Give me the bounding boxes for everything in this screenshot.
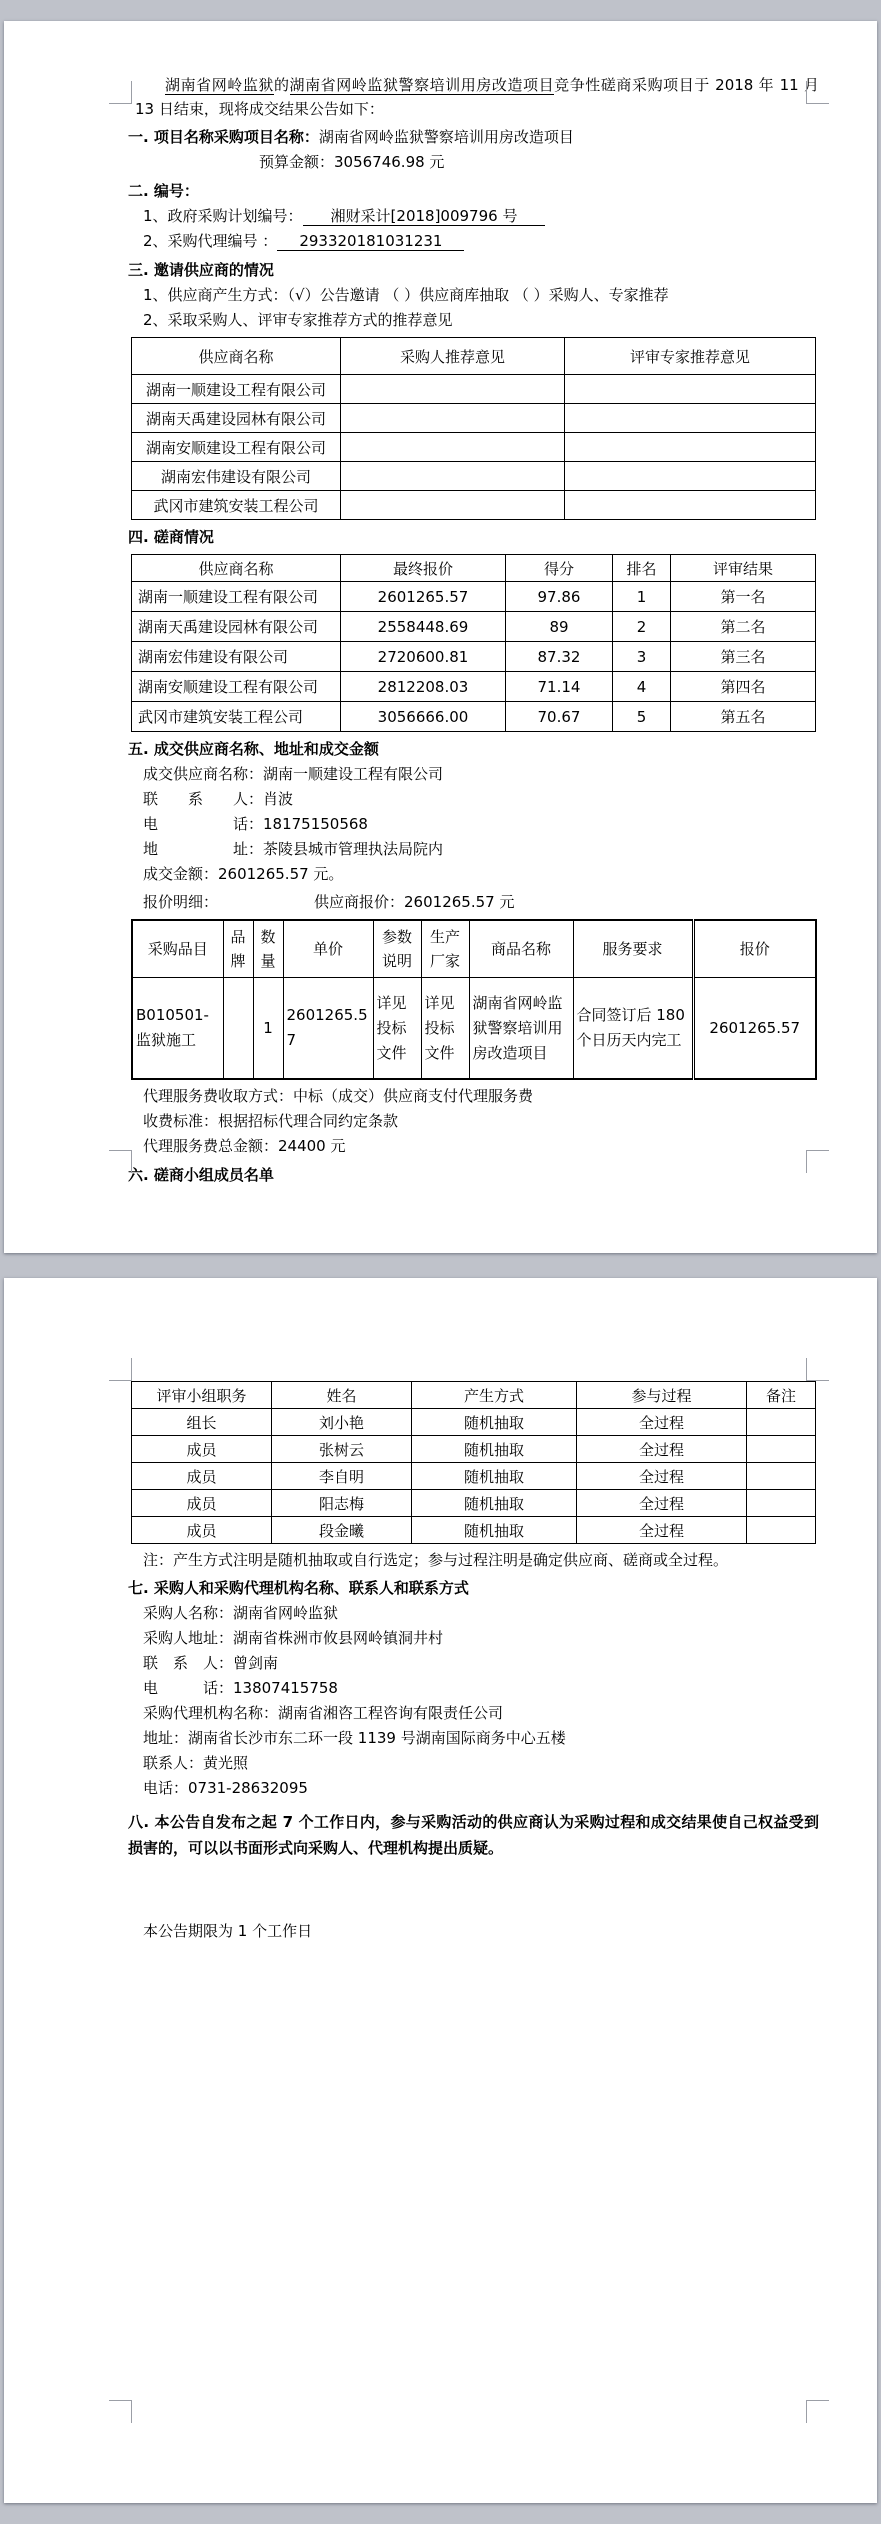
table-row <box>132 1463 816 1490</box>
table-row <box>132 462 816 491</box>
table-row <box>132 491 816 520</box>
table-row <box>132 612 816 642</box>
section-8-paragraph: 八. 本公告自发布之起 7 个工作日内，参与采购活动的供应商认为采购过程和成交结果使自己权益受到损害的，可以以书面形式向采购人、代理机构提出质疑。 <box>128 1813 819 1857</box>
panel-note-line: 注：产生方式注明是随机抽取或自行选定；参与过程注明是确定供应商、磋商或全过程。 <box>143 1551 729 1569</box>
table-cell: 2558448.69 <box>341 612 506 642</box>
column-header: 服务要求 <box>573 920 693 978</box>
table-cell: 随机抽取 <box>412 1409 577 1436</box>
agency-phone-line: 电话：0731-28632095 <box>143 1779 308 1797</box>
fee-standard-line: 收费标准：根据招标代理合同约定条款 <box>143 1112 399 1130</box>
column-header: 姓名 <box>272 1382 412 1409</box>
section-1-label: 一. 项目名称采购项目名称： <box>128 128 319 146</box>
table-cell: 湖南省网岭监狱警察培训用房改造项目 <box>469 978 573 1080</box>
table-cell: 张树云 <box>272 1436 412 1463</box>
table-row <box>132 582 816 612</box>
column-header: 备注 <box>747 1382 816 1409</box>
table-cell: 全过程 <box>577 1463 747 1490</box>
table-cell: 武冈市建筑安装工程公司 <box>132 702 341 732</box>
purchaser-name-line: 采购人名称：湖南省网岭监狱 <box>143 1604 339 1622</box>
column-header: 供应商名称 <box>132 338 341 375</box>
negotiation-result-table <box>131 554 816 732</box>
margin-mark-bottom-left <box>109 1150 132 1173</box>
contact-person-line: 联 系 人：肖波 <box>143 790 294 808</box>
page-2-content <box>4 1278 877 1943</box>
table-cell: 2812208.03 <box>341 672 506 702</box>
purchaser-phone-line: 电 话：13807415758 <box>143 1679 338 1697</box>
document-page-1 <box>4 21 877 1253</box>
table-header-row <box>132 338 816 375</box>
project-name-underlined: 湖南省网岭监狱警察培训用房改造项目 <box>289 76 555 94</box>
table-cell: 全过程 <box>577 1436 747 1463</box>
table-row <box>132 433 816 462</box>
column-header: 参数说明 <box>373 920 421 978</box>
column-header: 评审小组职务 <box>132 1382 272 1409</box>
table-cell: 3056666.00 <box>341 702 506 732</box>
table-cell: 第四名 <box>671 672 816 702</box>
table-cell: 段金曦 <box>272 1517 412 1544</box>
table-cell: 湖南宏伟建设有限公司 <box>132 642 341 672</box>
table-cell <box>747 1517 816 1544</box>
agency-number-line <box>143 229 819 254</box>
agency-number-label: 2、采购代理编号 ： <box>143 232 278 250</box>
plan-number-line <box>143 204 819 229</box>
column-header: 评审专家推荐意见 <box>565 338 816 375</box>
table-cell: 71.14 <box>506 672 613 702</box>
table-row <box>132 1409 816 1436</box>
table-cell: 全过程 <box>577 1517 747 1544</box>
plan-number-value: 湘财采计[2018]009796 号 <box>303 207 546 226</box>
agency-contact-line: 联系人：黄光照 <box>143 1754 249 1772</box>
table-row <box>132 1436 816 1463</box>
intro-paragraph <box>135 73 819 121</box>
table-cell <box>565 462 816 491</box>
table-cell: 随机抽取 <box>412 1463 577 1490</box>
column-header: 评审结果 <box>671 555 816 582</box>
margin-mark-bottom-right <box>806 1150 829 1173</box>
table-cell: 5 <box>613 702 671 732</box>
table-cell <box>747 1490 816 1517</box>
table-row <box>132 642 816 672</box>
table-cell: 李自明 <box>272 1463 412 1490</box>
table-cell: 武冈市建筑安装工程公司 <box>132 491 341 520</box>
supplier-source-line: 1、供应商产生方式：（√）公告邀请 （ ）供应商库抽取 （ ）采购人、专家推荐 <box>143 286 669 304</box>
table-cell <box>747 1409 816 1436</box>
agency-fee-method-line: 代理服务费收取方式：中标（成交）供应商支付代理服务费 <box>143 1087 534 1105</box>
column-header: 商品名称 <box>469 920 573 978</box>
review-panel-table <box>131 1381 816 1544</box>
table-cell: 2 <box>613 612 671 642</box>
agency-name-line: 采购代理机构名称：湖南省湘咨工程咨询有限责任公司 <box>143 1704 504 1722</box>
column-header: 采购人推荐意见 <box>341 338 565 375</box>
table-cell <box>565 404 816 433</box>
document-page-2 <box>4 1278 877 2503</box>
table-row <box>132 404 816 433</box>
table-row <box>132 702 816 732</box>
table-cell: 87.32 <box>506 642 613 672</box>
agency-number-value: 293320181031231 <box>277 232 464 251</box>
table-cell: 随机抽取 <box>412 1517 577 1544</box>
table-row <box>132 978 816 1080</box>
table-cell: 第二名 <box>671 612 816 642</box>
table-cell: 阳志梅 <box>272 1490 412 1517</box>
table-cell: 89 <box>506 612 613 642</box>
page-1-content <box>4 73 877 1188</box>
table-cell <box>747 1436 816 1463</box>
column-header: 生产厂家 <box>421 920 469 978</box>
margin-mark-bottom-right <box>806 2400 829 2423</box>
table-cell: 70.67 <box>506 702 613 732</box>
intro-rest: 竞争性磋商采购项目于 2018 年 11 月 13 日结束，现将成交结果公告如下： <box>135 76 819 118</box>
column-header: 产生方式 <box>412 1382 577 1409</box>
table-cell: 2601265.57 <box>283 978 373 1080</box>
budget-line: 预算金额：3056746.98 元 <box>259 153 445 171</box>
column-header: 参与过程 <box>577 1382 747 1409</box>
table-cell <box>565 433 816 462</box>
table-cell: 4 <box>613 672 671 702</box>
table-cell: 第三名 <box>671 642 816 672</box>
section-2-heading: 二. 编号： <box>128 182 199 200</box>
margin-mark-top-right <box>806 1358 829 1381</box>
table-cell: 1 <box>253 978 283 1080</box>
table-cell: 2601265.57 <box>693 978 816 1080</box>
table-cell: 2720600.81 <box>341 642 506 672</box>
table-cell <box>341 404 565 433</box>
supplier-recommendation-table <box>131 337 816 520</box>
column-header: 最终报价 <box>341 555 506 582</box>
supplier-quote-value: 供应商报价：2601265.57 元 <box>314 893 515 911</box>
table-header-row <box>132 920 816 978</box>
table-cell: 湖南天禹建设园林有限公司 <box>132 612 341 642</box>
table-cell: 湖南安顺建设工程有限公司 <box>132 433 341 462</box>
contact-phone-line: 电 话：18175150568 <box>143 815 368 833</box>
table-cell: 成员 <box>132 1436 272 1463</box>
table-cell: 湖南一顺建设工程有限公司 <box>132 375 341 404</box>
table-cell: 湖南安顺建设工程有限公司 <box>132 672 341 702</box>
deal-amount-line: 成交金额：2601265.57 元。 <box>143 865 344 883</box>
recommendation-line: 2、采取采购人、评审专家推荐方式的推荐意见 <box>143 311 453 329</box>
table-cell <box>565 375 816 404</box>
column-header: 单价 <box>283 920 373 978</box>
table-cell: 1 <box>613 582 671 612</box>
table-cell: 2601265.57 <box>341 582 506 612</box>
intro-connector: 的 <box>273 76 290 94</box>
table-cell: 详见投标文件 <box>373 978 421 1080</box>
table-header-row <box>132 1382 816 1409</box>
table-cell: 湖南一顺建设工程有限公司 <box>132 582 341 612</box>
purchaser-contact-line: 联 系 人：曾剑南 <box>143 1654 279 1672</box>
margin-mark-top-left <box>109 1358 132 1381</box>
buyer-name-underlined: 湖南省网岭监狱 <box>165 76 274 94</box>
column-header: 供应商名称 <box>132 555 341 582</box>
table-cell: 第五名 <box>671 702 816 732</box>
margin-mark-top-left <box>109 81 132 104</box>
quote-detail-label: 报价明细： <box>143 893 219 911</box>
quote-detail-line <box>143 889 819 915</box>
section-4-heading: 四. 磋商情况 <box>128 528 214 546</box>
table-cell: 详见投标文件 <box>421 978 469 1080</box>
table-cell: 组长 <box>132 1409 272 1436</box>
plan-number-label: 1、政府采购计划编号： <box>143 207 303 225</box>
column-header: 采购品目 <box>132 920 223 978</box>
column-header: 品牌 <box>223 920 253 978</box>
winner-address-line: 地 址：茶陵县城市管理执法局院内 <box>143 840 444 858</box>
winner-name-line: 成交供应商名称：湖南一顺建设工程有限公司 <box>143 765 444 783</box>
table-cell: 97.86 <box>506 582 613 612</box>
table-cell: 湖南宏伟建设有限公司 <box>132 462 341 491</box>
section-6-heading: 六. 磋商小组成员名单 <box>128 1166 274 1184</box>
table-cell <box>341 491 565 520</box>
table-cell: 全过程 <box>577 1490 747 1517</box>
table-cell: 成员 <box>132 1463 272 1490</box>
table-cell: B010501-监狱施工 <box>132 978 223 1080</box>
table-cell <box>747 1463 816 1490</box>
table-cell: 随机抽取 <box>412 1436 577 1463</box>
announcement-period-line: 本公告期限为 1 个工作日 <box>143 1922 313 1940</box>
table-row <box>132 672 816 702</box>
table-header-row <box>132 555 816 582</box>
table-cell: 合同签订后 180 个日历天内完工 <box>573 978 693 1080</box>
table-cell: 第一名 <box>671 582 816 612</box>
table-cell: 3 <box>613 642 671 672</box>
table-row <box>132 375 816 404</box>
table-row <box>132 1490 816 1517</box>
margin-mark-top-right <box>806 81 829 104</box>
table-cell: 湖南天禹建设园林有限公司 <box>132 404 341 433</box>
purchaser-address-line: 采购人地址：湖南省株洲市攸县网岭镇洞井村 <box>143 1629 444 1647</box>
column-header: 报价 <box>693 920 816 978</box>
fee-total-line: 代理服务费总金额：24400 元 <box>143 1137 346 1155</box>
column-header: 得分 <box>506 555 613 582</box>
column-header: 排名 <box>613 555 671 582</box>
table-cell <box>341 462 565 491</box>
agency-address-line: 地址：湖南省长沙市东二环一段 1139 号湖南国际商务中心五楼 <box>143 1729 566 1747</box>
section-1-heading <box>128 124 819 150</box>
table-cell: 全过程 <box>577 1409 747 1436</box>
table-cell: 随机抽取 <box>412 1490 577 1517</box>
column-header: 数量 <box>253 920 283 978</box>
table-cell <box>565 491 816 520</box>
table-row <box>132 1517 816 1544</box>
table-cell: 刘小艳 <box>272 1409 412 1436</box>
section-1-value: 湖南省网岭监狱警察培训用房改造项目 <box>318 128 574 146</box>
table-cell <box>341 375 565 404</box>
quote-detail-table <box>131 919 817 1080</box>
table-cell <box>341 433 565 462</box>
section-5-heading: 五. 成交供应商名称、地址和成交金额 <box>128 740 379 758</box>
section-3-heading: 三. 邀请供应商的情况 <box>128 261 274 279</box>
table-cell <box>223 978 253 1080</box>
section-7-heading: 七. 采购人和采购代理机构名称、联系人和联系方式 <box>128 1579 469 1597</box>
table-cell: 成员 <box>132 1490 272 1517</box>
table-cell: 成员 <box>132 1517 272 1544</box>
margin-mark-bottom-left <box>109 2400 132 2423</box>
